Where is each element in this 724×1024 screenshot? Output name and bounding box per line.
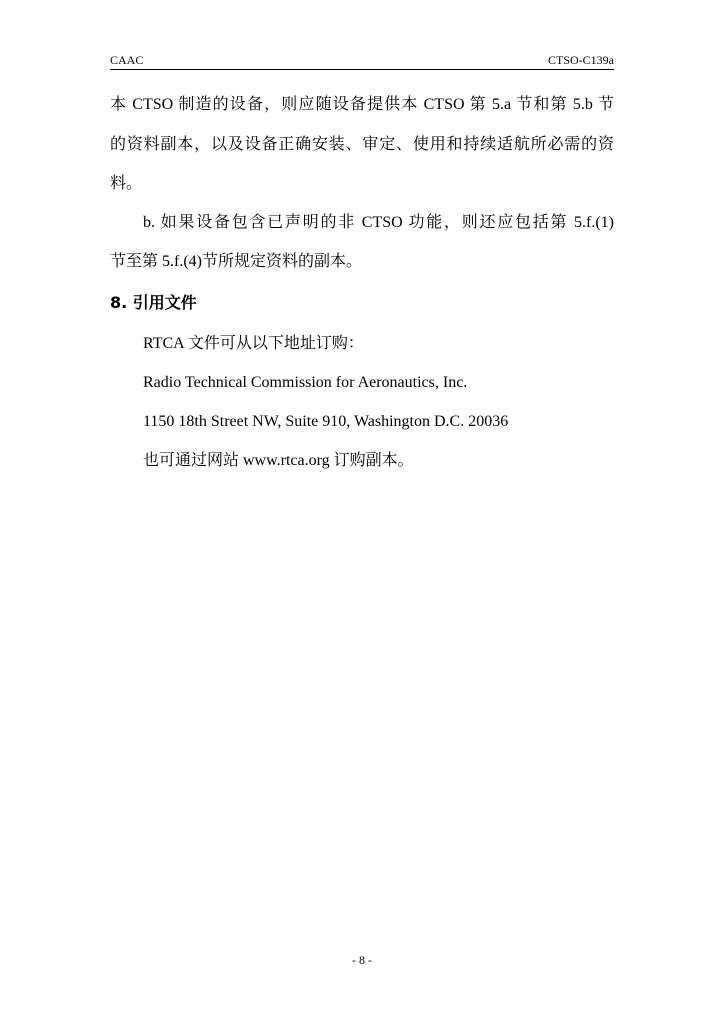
rtca-address: 1150 18th Street NW, Suite 910, Washington D.C. 20036 (143, 413, 509, 430)
paragraph-1-line-1: 本 CTSO 制造的设备，则应随设备提供本 CTSO 第 5.a 节和第 5.b 节 (110, 96, 614, 113)
paragraph-2-line-1: b. 如果设备包含已声明的非 CTSO 功能，则还应包括第 5.f.(1) (143, 214, 614, 231)
paragraph-1-line-2: 的资料副本，以及设备正确安装、审定、使用和持续适航所必需的资 (110, 136, 614, 153)
page-header (110, 52, 614, 68)
header-divider (110, 69, 614, 70)
header-doc-id: CTSO-C139a (548, 53, 614, 67)
rtca-website-line: 也可通过网站 www.rtca.org 订购副本。 (143, 452, 414, 469)
paragraph-2-line-2: 节至第 5.f.(4)节所规定资料的副本。 (110, 253, 362, 270)
rtca-order-line: RTCA 文件可从以下地址订购： (143, 335, 364, 352)
section-8-heading: 8. 引用文件 (110, 293, 197, 312)
page-number: - 8 - (352, 953, 372, 967)
rtca-org-name: Radio Technical Commission for Aeronautics, Inc. (143, 374, 468, 391)
paragraph-1-line-3: 料。 (110, 175, 143, 192)
header-org: CAAC (110, 53, 144, 67)
